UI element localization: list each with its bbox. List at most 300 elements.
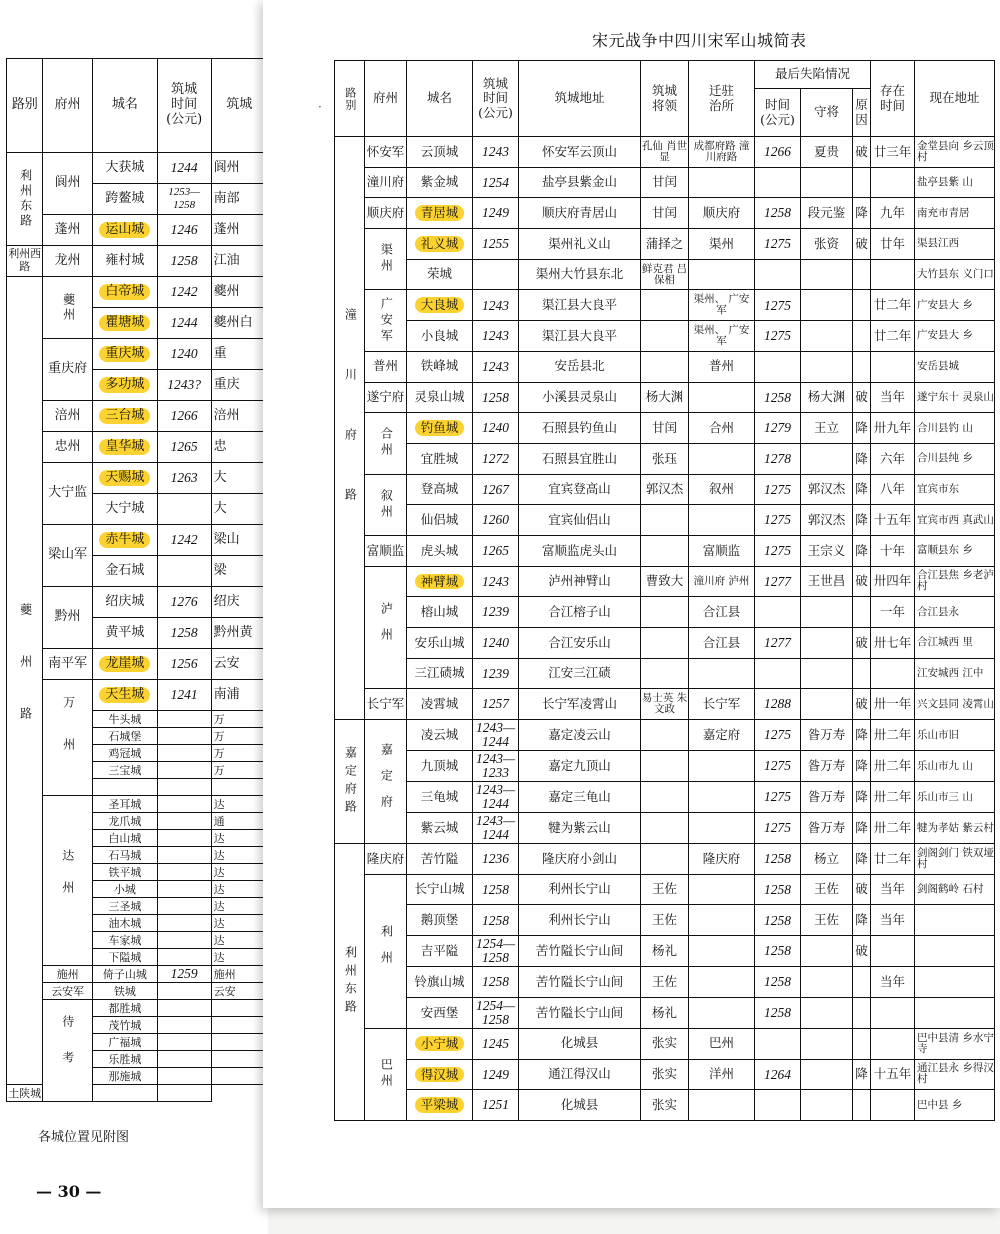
left-city: 铁平城	[92, 864, 157, 881]
right-survive: 廿三年	[871, 137, 915, 168]
table-row	[7, 432, 268, 463]
table-row	[7, 796, 268, 813]
right-city: 榕山城	[407, 597, 473, 628]
table-row	[7, 153, 268, 184]
right-general	[641, 321, 689, 352]
right-fall-year: 1258	[755, 382, 801, 413]
left-site: 梁	[211, 556, 267, 587]
right-seat: 顺庆府	[689, 198, 755, 229]
right-seat: 巴州	[689, 1028, 755, 1059]
left-site	[211, 1034, 267, 1051]
right-location	[915, 967, 995, 998]
left-site: 云安	[211, 983, 267, 1000]
right-cause: 降	[853, 505, 871, 536]
right-city: 三龟城	[407, 782, 473, 813]
right-year: 1243—1244	[473, 813, 519, 844]
left-year: 1265	[157, 432, 211, 463]
left-prefecture: 龙州	[43, 246, 93, 277]
right-header-survive	[871, 61, 915, 137]
table-row	[335, 474, 995, 505]
left-site: 重庆	[211, 370, 267, 401]
right-header-general-line2: 将领	[651, 97, 677, 113]
right-general: 甘闰	[641, 198, 689, 229]
right-location: 乐山市九 山	[915, 751, 995, 782]
right-city	[407, 198, 473, 229]
right-cause: 降	[853, 198, 871, 229]
right-location: 巴中县清 乡水宁寺	[915, 1028, 995, 1059]
right-year: 1243	[473, 321, 519, 352]
table-row	[335, 658, 995, 689]
right-year: 1267	[473, 474, 519, 505]
highlight: 多功城	[99, 377, 150, 393]
left-prefecture: 施州	[43, 966, 93, 983]
right-year	[473, 259, 519, 290]
left-year	[157, 915, 211, 932]
right-general: 鲜克君 吕保相	[641, 259, 689, 290]
right-seat	[689, 751, 755, 782]
right-fall-year: 1266	[755, 137, 801, 168]
left-site	[211, 1000, 267, 1017]
right-general	[641, 658, 689, 689]
right-defender	[801, 967, 853, 998]
right-route: 潼川府路	[335, 137, 365, 720]
right-survive: 卅二年	[871, 720, 915, 751]
highlight: 运山城	[99, 222, 150, 238]
left-site: 万	[211, 728, 267, 745]
right-seat: 渠州、 广安军	[689, 290, 755, 321]
right-header-fall-time-line2: (公元)	[760, 111, 795, 127]
table-row	[335, 259, 995, 290]
right-city: 安西堡	[407, 997, 473, 1028]
right-general	[641, 751, 689, 782]
right-year: 1249	[473, 198, 519, 229]
right-site: 石照县宜胜山	[519, 443, 641, 474]
left-prefecture: 云安军	[43, 983, 93, 1000]
table-row	[7, 649, 268, 680]
left-header-site: 筑城	[211, 59, 267, 153]
highlight: 龙崖城	[99, 656, 150, 672]
left-site: 夔州	[211, 277, 267, 308]
right-fall-year: 1275	[755, 321, 801, 352]
right-city: 凌云城	[407, 720, 473, 751]
table-row	[335, 597, 995, 628]
table-row	[335, 382, 995, 413]
right-survive: 廿二年	[871, 290, 915, 321]
right-fall-year	[755, 1028, 801, 1059]
right-year: 1255	[473, 229, 519, 260]
left-header-year-line3: (公元)	[166, 111, 203, 127]
right-defender	[801, 259, 853, 290]
highlight: 皇华城	[99, 439, 150, 455]
right-header-year-line1: 筑城	[482, 75, 508, 91]
right-seat: 渠州、 广安军	[689, 321, 755, 352]
right-city	[407, 413, 473, 444]
right-defender	[801, 597, 853, 628]
right-location: 金堂县向 乡云顶村	[915, 137, 995, 168]
table-row	[335, 997, 995, 1028]
right-seat: 富顺监	[689, 535, 755, 566]
right-survive: 一年	[871, 597, 915, 628]
left-year	[157, 779, 211, 796]
right-survive: 廿二年	[871, 321, 915, 352]
right-location: 广安县大 乡	[915, 290, 995, 321]
left-prefecture: 蓬州	[43, 215, 93, 246]
right-defender	[801, 1059, 853, 1090]
right-site: 合江安乐山	[519, 628, 641, 659]
right-year: 1243—1244	[473, 782, 519, 813]
table-row	[7, 463, 268, 494]
left-city: 小城	[92, 881, 157, 898]
left-year: 1253—1258	[157, 184, 211, 215]
right-year: 1243	[473, 137, 519, 168]
right-cause: 破	[853, 229, 871, 260]
right-location: 渠县江西	[915, 229, 995, 260]
left-year	[157, 1017, 211, 1034]
right-general: 张实	[641, 1090, 689, 1121]
left-city: 龙爪城	[92, 813, 157, 830]
right-fall-year	[755, 167, 801, 198]
right-location: 合川县纯 乡	[915, 443, 995, 474]
table-row	[7, 1000, 268, 1017]
right-city: 鹅顶堡	[407, 905, 473, 936]
right-seat	[689, 658, 755, 689]
left-prefecture: 黔州	[43, 587, 93, 649]
right-prefecture: 渠州	[365, 229, 407, 290]
highlight: 平梁城	[415, 1097, 465, 1113]
right-seat: 长宁军	[689, 689, 755, 720]
right-seat	[689, 874, 755, 905]
left-city	[92, 215, 157, 246]
right-defender	[801, 689, 853, 720]
right-cause: 破	[853, 628, 871, 659]
highlight: 礼义城	[415, 236, 465, 252]
right-header-cause-line2: 因	[855, 111, 868, 127]
right-seat	[689, 967, 755, 998]
left-header-row	[7, 59, 268, 153]
right-seat	[689, 1090, 755, 1121]
right-cause: 降	[853, 813, 871, 844]
right-seat	[689, 259, 755, 290]
right-header-site: 筑城地址	[519, 61, 641, 137]
table-row	[335, 1090, 995, 1121]
left-year	[157, 813, 211, 830]
right-general	[641, 351, 689, 382]
left-year	[157, 711, 211, 728]
right-location: 江安城西 江中	[915, 658, 995, 689]
right-cause: 降	[853, 535, 871, 566]
left-city: 雍村城	[92, 246, 157, 277]
right-fall-year: 1275	[755, 290, 801, 321]
right-cause	[853, 290, 871, 321]
right-header-general	[641, 61, 689, 137]
right-defender	[801, 658, 853, 689]
left-city: 鸡冠城	[92, 745, 157, 762]
right-seat: 成都府路 潼川府路	[689, 137, 755, 168]
table-row	[7, 587, 268, 618]
table-row	[7, 525, 268, 556]
right-city: 铃旗山城	[407, 967, 473, 998]
table-row	[335, 782, 995, 813]
right-location: 合川县钓 山	[915, 413, 995, 444]
right-survive: 卅二年	[871, 782, 915, 813]
table-row	[335, 290, 995, 321]
right-site: 顺庆府青居山	[519, 198, 641, 229]
right-seat: 渠州	[689, 229, 755, 260]
table-row	[335, 505, 995, 536]
left-year: 1276	[157, 587, 211, 618]
right-site: 苦竹隘长宁山间	[519, 936, 641, 967]
right-fall-year: 1278	[755, 443, 801, 474]
right-survive	[871, 658, 915, 689]
left-header-year	[157, 59, 211, 153]
right-city: 紫金城	[407, 167, 473, 198]
right-defender: 杨立	[801, 844, 853, 875]
left-city: 大宁城	[92, 494, 157, 525]
right-location: 合江县焦 乡老泸村	[915, 566, 995, 597]
left-year: 1244	[157, 153, 211, 184]
left-route-lizhou-west: 利州西路	[7, 246, 43, 277]
left-year	[157, 932, 211, 949]
right-survive: 当年	[871, 382, 915, 413]
right-city	[407, 1059, 473, 1090]
right-survive	[871, 259, 915, 290]
left-year	[157, 1034, 211, 1051]
right-route: 利州东路	[335, 844, 365, 1121]
right-cause: 破	[853, 382, 871, 413]
left-page	[0, 0, 268, 1234]
left-city: 茂竹城	[92, 1017, 157, 1034]
right-survive	[871, 997, 915, 1028]
left-site: 南浦	[211, 680, 267, 711]
left-site: 万	[211, 711, 267, 728]
right-general: 蒲择之	[641, 229, 689, 260]
right-location: 宜宾市东	[915, 474, 995, 505]
right-fall-year: 1258	[755, 936, 801, 967]
right-city: 宜胜城	[407, 443, 473, 474]
left-year: 1259	[157, 966, 211, 983]
left-site: 南部	[211, 184, 267, 215]
left-site	[211, 1051, 267, 1068]
table-row	[335, 1059, 995, 1090]
left-prefecture: 夔州	[43, 277, 93, 339]
right-year: 1243	[473, 290, 519, 321]
left-route-lizhou-east: 利州东路	[7, 153, 43, 246]
right-fall-year: 1277	[755, 566, 801, 597]
table-row	[335, 751, 995, 782]
right-survive: 廿二年	[871, 844, 915, 875]
right-site: 江安三江碛	[519, 658, 641, 689]
highlight: 神臂城	[415, 574, 465, 590]
table-row	[335, 198, 995, 229]
right-seat: 嘉定府	[689, 720, 755, 751]
left-prefecture: 忠州	[43, 432, 93, 463]
right-survive: 卅二年	[871, 813, 915, 844]
right-cause	[853, 967, 871, 998]
right-site: 渠州礼义山	[519, 229, 641, 260]
right-fall-year: 1258	[755, 844, 801, 875]
right-fall-year: 1275	[755, 505, 801, 536]
left-year: 1246	[157, 215, 211, 246]
right-fall-year: 1275	[755, 229, 801, 260]
left-city: 土陕城	[8, 1086, 42, 1100]
right-year: 1257	[473, 689, 519, 720]
right-defender: 昝万寿	[801, 751, 853, 782]
left-city	[92, 680, 157, 711]
left-year	[157, 983, 211, 1000]
left-prefecture: 大宁监	[43, 463, 93, 525]
left-prefecture: 万州	[43, 680, 93, 796]
table-row	[335, 689, 995, 720]
right-city: 虎头城	[407, 535, 473, 566]
left-city: 广福城	[92, 1034, 157, 1051]
left-city	[92, 277, 157, 308]
right-cause: 降	[853, 474, 871, 505]
right-general: 孔仙 肖世显	[641, 137, 689, 168]
right-year: 1258	[473, 905, 519, 936]
left-route-kuizhou: 夔州路	[7, 277, 43, 1085]
left-city: 金石城	[92, 556, 157, 587]
right-seat	[689, 997, 755, 1028]
right-general: 张实	[641, 1028, 689, 1059]
left-city	[92, 432, 157, 463]
right-header-fall-time-line1: 时间	[764, 97, 790, 113]
right-fall-year: 1275	[755, 751, 801, 782]
right-general	[641, 290, 689, 321]
left-year: 1241	[157, 680, 211, 711]
right-site: 渠江县大良平	[519, 321, 641, 352]
margin-mark: ·	[318, 100, 322, 114]
right-year: 1258	[473, 382, 519, 413]
right-location: 大竹县东 义门口	[915, 259, 995, 290]
right-location	[915, 936, 995, 967]
right-general: 甘闰	[641, 413, 689, 444]
table-row	[7, 680, 268, 711]
right-defender	[801, 290, 853, 321]
right-year: 1240	[473, 628, 519, 659]
right-prefecture: 潼川府	[365, 167, 407, 198]
right-site: 泸州神臂山	[519, 566, 641, 597]
right-year: 1243—1233	[473, 751, 519, 782]
right-table-body	[335, 137, 995, 1121]
right-general	[641, 628, 689, 659]
right-survive: 廿年	[871, 229, 915, 260]
right-fall-year: 1275	[755, 782, 801, 813]
left-site: 达	[211, 932, 267, 949]
right-cause	[853, 321, 871, 352]
right-city: 灵泉山城	[407, 382, 473, 413]
right-defender	[801, 443, 853, 474]
right-city: 安乐山城	[407, 628, 473, 659]
left-year	[157, 762, 211, 779]
right-year: 1243	[473, 566, 519, 597]
right-city: 苦竹隘	[407, 844, 473, 875]
left-year	[157, 796, 211, 813]
right-city: 荣城	[407, 259, 473, 290]
left-year: 1263	[157, 463, 211, 494]
right-prefecture: 合州	[365, 413, 407, 474]
right-table	[334, 60, 995, 1121]
left-city: 石马城	[92, 847, 157, 864]
right-year: 1243	[473, 351, 519, 382]
right-location: 安岳县城	[915, 351, 995, 382]
right-city	[407, 566, 473, 597]
right-cause: 降	[853, 844, 871, 875]
right-site: 富顺监虎头山	[519, 535, 641, 566]
table-row	[335, 844, 995, 875]
left-city: 那施城	[92, 1068, 157, 1085]
right-survive: 六年	[871, 443, 915, 474]
left-city: 牛头城	[92, 711, 157, 728]
right-fall-year: 1264	[755, 1059, 801, 1090]
right-city: 吉平隘	[407, 936, 473, 967]
right-defender: 夏贵	[801, 137, 853, 168]
right-fall-year: 1277	[755, 628, 801, 659]
left-site: 重	[211, 339, 267, 370]
left-city: 大获城	[92, 153, 157, 184]
right-city	[407, 290, 473, 321]
right-survive: 卅七年	[871, 628, 915, 659]
right-fall-year: 1288	[755, 689, 801, 720]
table-row	[335, 566, 995, 597]
right-city: 登高城	[407, 474, 473, 505]
right-prefecture: 怀安军	[365, 137, 407, 168]
right-defender: 王佐	[801, 905, 853, 936]
left-year	[157, 728, 211, 745]
table-row	[335, 905, 995, 936]
right-seat	[689, 382, 755, 413]
right-cause: 降	[853, 1059, 871, 1090]
left-city: 黄平城	[92, 618, 157, 649]
right-defender: 郭汉杰	[801, 505, 853, 536]
right-cause: 降	[853, 443, 871, 474]
right-prefecture: 广安军	[365, 290, 407, 351]
right-cause: 破	[853, 689, 871, 720]
right-city: 长宁山城	[407, 874, 473, 905]
table-row	[335, 413, 995, 444]
right-general: 王佐	[641, 874, 689, 905]
left-city: 都胜城	[92, 1000, 157, 1017]
right-site: 利州长宁山	[519, 905, 641, 936]
right-defender: 王宗义	[801, 535, 853, 566]
right-seat: 合州	[689, 413, 755, 444]
left-year: 1240	[157, 339, 211, 370]
right-header-survive-line1: 存在	[879, 83, 905, 99]
left-table	[6, 58, 268, 1102]
right-city: 九顶城	[407, 751, 473, 782]
right-defender: 段元鉴	[801, 198, 853, 229]
right-seat: 叙州	[689, 474, 755, 505]
right-year: 1249	[473, 1059, 519, 1090]
table-row	[335, 936, 995, 967]
left-year	[157, 830, 211, 847]
left-city	[92, 370, 157, 401]
left-year	[157, 494, 211, 525]
right-prefecture: 普州	[365, 351, 407, 382]
highlight: 钓鱼城	[415, 420, 465, 436]
right-seat	[689, 813, 755, 844]
right-header-seat	[689, 61, 755, 137]
left-prefecture: 南平军	[43, 649, 93, 680]
right-site: 怀安军云顶山	[519, 137, 641, 168]
right-general: 杨礼	[641, 936, 689, 967]
right-cause: 破	[853, 936, 871, 967]
right-site: 通江得汉山	[519, 1059, 641, 1090]
table-row	[335, 813, 995, 844]
right-general: 张珏	[641, 443, 689, 474]
right-survive: 十五年	[871, 1059, 915, 1090]
left-site: 万	[211, 762, 267, 779]
left-site: 梁山	[211, 525, 267, 556]
